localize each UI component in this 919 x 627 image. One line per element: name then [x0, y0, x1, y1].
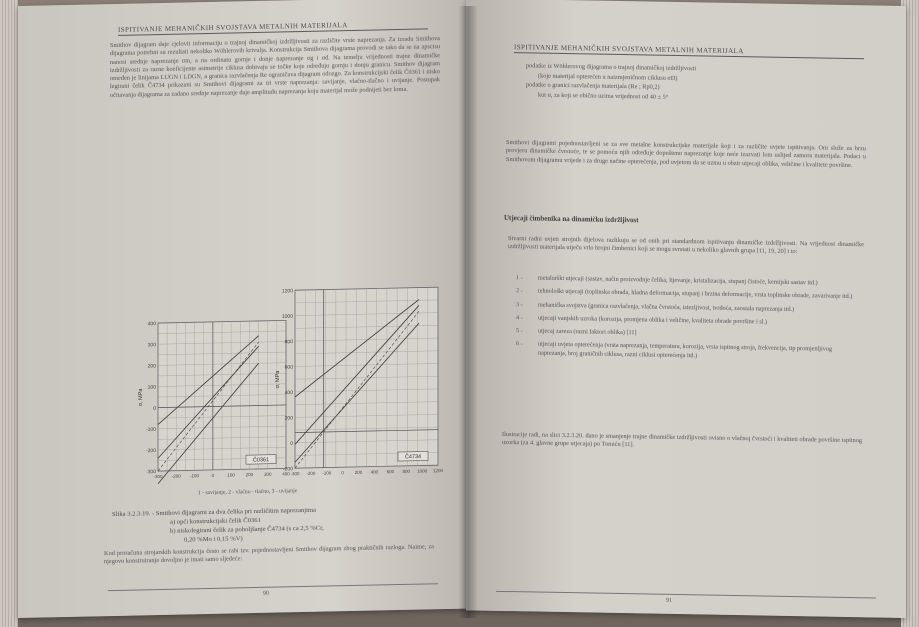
caption-line: b) niskolegirani čelik za poboljšanje Č4734 (s ca 2,5 %Cr,	[170, 524, 324, 535]
y-tick-label: 800	[284, 339, 293, 346]
page-edge-stack-left	[0, 0, 18, 627]
y-tick-label: -200	[282, 466, 293, 473]
book-spine-shadow	[458, 6, 478, 618]
smith-diagram-b	[273, 279, 448, 483]
item-number: 2 -	[516, 287, 523, 295]
y-tick-label: 300	[147, 342, 156, 349]
x-tick-label: 800	[402, 468, 410, 474]
list-item: podatke o granici razvlačenja materijala (Re ; Rp0,2)	[526, 81, 660, 91]
open-book	[18, 6, 908, 621]
list-item	[516, 341, 861, 364]
x-tick-label: 200	[354, 469, 363, 475]
factor-list	[516, 274, 861, 368]
x-tick-label: 0	[211, 472, 215, 478]
figure-legend: 1 - savijanje, 2 - vlačno - tlačno, 3 - uvijanje	[198, 488, 298, 497]
running-head: ISPITIVANJE MEHANIČKIH SVOJSTAVA METALNIH MATERIJALA	[514, 43, 864, 59]
item-number: 4 -	[516, 314, 523, 322]
footer-rule	[496, 591, 876, 599]
figure-caption	[112, 503, 432, 546]
x-tick-label: 400	[282, 471, 290, 477]
x-tick-label: -200	[306, 470, 316, 476]
section-heading: Utjecaji čimbenika na dinamičku izdržljivost	[504, 213, 639, 225]
y-axis-label: σ, MPa	[138, 388, 144, 407]
item-text: tehnološki utjecaji (toplinska obrada, hladna deformacija, stupanj i brzina deformacije, vrsta toplinske obrade, zavarivanje itd.)	[538, 287, 853, 301]
item-text: metalurški utjecaji (sastav, način proizvodnje čelika, lijevanje, kristalizacija, stupanj čistoće, kemijski sastav itd.)	[538, 274, 818, 287]
x-tick-label: -300	[290, 471, 300, 477]
list-item	[516, 301, 861, 315]
item-number: 5 -	[516, 327, 523, 335]
left-page	[18, 0, 466, 618]
y-axis-label: σ, MPa	[275, 370, 281, 389]
body-paragraph: Ilustracije radi, na slici 3.2.3.20. dano je smanjenje trajne dinamičke izdržljivosti ovisno o vlačnoj čvrstoći i kvaliteti obrade površine ispitnog uzorka (za 4. glavne grupe utjecaja) po Tomiću [11].	[502, 430, 862, 449]
item-text: utjecaj zareza (razni faktori oblika) [11]	[538, 327, 637, 337]
x-tick-label: 400	[370, 469, 379, 475]
list-item: (koje materijal opterećen u naizmjeničnom ciklusu σD)	[538, 72, 678, 82]
caption-line: 0,20 %Mo i 0,15 %V)	[184, 535, 243, 544]
right-page	[466, 0, 906, 618]
item-text: mehanička svojstva (granica razvlačenja, vlačna čvrstoća, istezljivost, tvrdoća, zaostala naprezanja itd.)	[538, 301, 795, 313]
x-tick-label: 1200	[432, 468, 444, 474]
x-tick-label: -100	[322, 470, 332, 476]
y-tick-label: 200	[147, 363, 156, 370]
list-item	[516, 287, 861, 301]
caption-line: a) opći konstrukcijski čelik Č0361	[170, 516, 261, 526]
item-number: 3 -	[516, 300, 523, 308]
x-tick-label: 0	[341, 470, 344, 476]
x-tick-label: 100	[227, 472, 235, 478]
material-label: Č0361	[252, 457, 270, 464]
x-tick-label: 1000	[417, 468, 428, 474]
x-tick-label: 600	[386, 469, 395, 475]
body-paragraph: Stvarni radni uvjeti strojnih dijelova razlikuju se od onih pri standardnom ispitivanju dinamičke izdržljivosti. Na vrijednost dinamičke izdržljivosti materijala utječu vrlo brojni čimbenici koji se mogu svrstati u nekoliko glavnih grupa [11, 19, 20] i to:	[508, 235, 864, 256]
item-text: utjecaji uvjeta opterećenja (vrsta naprezanja, temperatura, korozija, vrsta ispitnog stroja, frekvencija, tip promjenljivog naprezanja, broj graničnih ciklusa, razni ciklusi opterećenja itd.)	[538, 341, 832, 360]
item-number: 6 -	[516, 340, 523, 348]
body-paragraph: Smithov dijagram daje cjelovit informaciju o trajnoj dinamičkoj izdržljivosti za različite vrste naprezanja. Za izradu Smithova dijagrama potrebni su rezultati nekoliko Wöhlerovih krivulja. Konstrukcija Smithova dijagrama provodi se tako da se na apscisu nanosi srednje naprezanje σm, a na ordinatu gornje i donje naprezanje σg i σd. Na temelju vrijednosti trajne dinamičke izdržljivosti za razne koeficijente asimetrije ciklusa dobivaju se točke koje određuju gornju i donju granicu. Smithov dijagram omeđen je linijama LUGN i LDGN, a granica razvlačenja Re ograničava dijagram odozgo. Za konstrukcijski čelik Č0361 i nisko legirani čelik Č4734 prikazani su Smithovi dijagrami za tri vrste naprezanja: savijanje, vlačno-tlačno i uvijanje. Postupak očitavanja dijagrama za zadano srednje naprezanje daje amplitudu naprezanja koju materijal može podnijeti bez loma.	[110, 35, 440, 99]
y-tick-label: 400	[284, 389, 293, 397]
item-number: 1 -	[516, 274, 523, 282]
x-tick-label: 300	[263, 471, 272, 477]
running-head: ISPITIVANJE MEHANIČKIH SVOJSTAVA METALNIH MATERIJALA	[118, 19, 428, 35]
y-tick-label: 100	[147, 384, 156, 391]
list-item	[516, 314, 861, 328]
y-tick-label: 1000	[281, 313, 293, 320]
list-item	[516, 327, 861, 341]
body-paragraph: Kod proračuna strojarskih konstrukcija često se rabi tzv. pojednostavljeni Smithov dijagram zbog praktičnih razloga. Naime, za njegovo konstruiranje dovoljno je imati samo sljedeće:	[104, 543, 434, 566]
y-tick-label: -300	[145, 469, 156, 476]
requirements-list	[526, 61, 856, 105]
y-tick-label: 600	[284, 364, 293, 371]
caption-line: Slika 3.2.3.19. - Smithovi dijagrami za dva čelika pri različitim naprezanjima	[112, 506, 316, 519]
x-tick-label: 200	[245, 472, 254, 478]
list-item: kut α, za koji se obično uzima vrijednost od 40 ± 5°	[538, 91, 669, 101]
y-tick-label: 0	[290, 440, 293, 447]
x-tick-label: -100	[190, 473, 200, 479]
y-tick-label: -100	[145, 426, 156, 434]
x-tick-label: -300	[153, 473, 163, 480]
footer-rule	[108, 583, 438, 591]
material-label: Č4734	[404, 454, 422, 461]
x-tick-label: -200	[171, 473, 181, 479]
list-item	[516, 274, 861, 288]
body-paragraph: Smithovi dijagrami pojednostavljeni se za sve metalne konstrukcijske materijale koji i za različite uvjete ispitivanja. Oni služe za brzu provjeru dinamičke čvrstoće, te se pomoću njih određuje dopušteno naprezanje koje neće izazvati lom uslijed zamora materijala. Podaci u Smithovom dijagramu vrijede i za druge načine opterećenja, pod uvjetom da se uzmu u obzir utjecaji oblika, veličine i kvalitete površine.	[506, 139, 866, 169]
y-tick-label: -200	[145, 447, 156, 455]
page-number: 91	[666, 597, 672, 604]
y-tick-label: 1200	[281, 288, 293, 295]
page-number: 90	[263, 590, 269, 597]
y-tick-label: 200	[284, 415, 293, 422]
y-tick-label: 0	[153, 405, 156, 412]
list-item: podatke iz Wöhlerovog dijagrama o trajnoj dinamičkoj izdržljivosti	[526, 62, 697, 73]
smith-diagram-a	[136, 312, 296, 485]
y-tick-label: 400	[147, 321, 156, 328]
item-text: utjecaji vanjskih uzroka (korozija, promjena oblika i veličine, kvaliteta obrade površine i sl.)	[538, 314, 768, 326]
